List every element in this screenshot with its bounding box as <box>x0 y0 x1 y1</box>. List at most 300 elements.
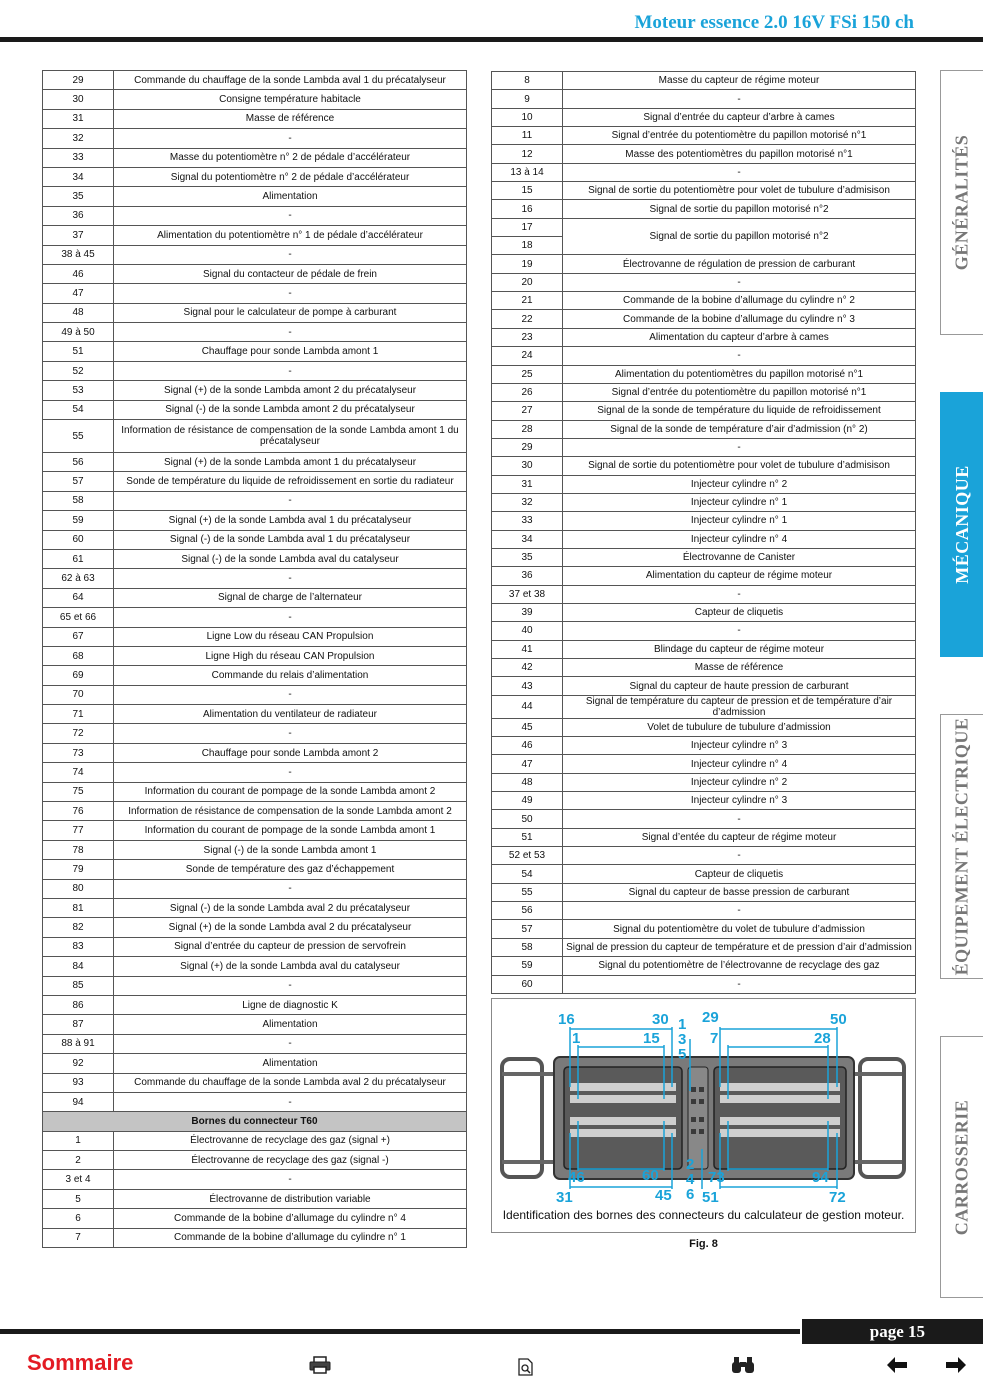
pin-description: Alimentation <box>114 1054 467 1073</box>
pin-number: 82 <box>43 918 114 937</box>
pin-number: 93 <box>43 1073 114 1092</box>
pin-label: 2 <box>686 1156 695 1173</box>
pin-number: 58 <box>492 938 563 956</box>
table-row <box>43 569 467 588</box>
table-row <box>43 361 467 380</box>
pin-description: - <box>563 90 916 108</box>
table-row <box>492 975 916 993</box>
pin-number: 39 <box>492 603 563 621</box>
pin-description: Injecteur cylindre n° 3 <box>563 792 916 810</box>
pin-number: 54 <box>43 400 114 419</box>
pin-label: 1 <box>572 1030 581 1047</box>
pin-number: 68 <box>43 646 114 665</box>
pin-description: Commande de la bobine d’allumage du cylindre n° 3 <box>563 310 916 328</box>
pin-number: 37 <box>43 226 114 245</box>
pin-number: 12 <box>492 145 563 163</box>
table-row <box>43 646 467 665</box>
table-row <box>43 724 467 743</box>
pin-number: 57 <box>492 920 563 938</box>
table-row <box>43 284 467 303</box>
pin-description: Signal d’entrée du potentiomètre du papillon motorisé n°1 <box>563 127 916 145</box>
pin-label: 1 <box>678 1016 687 1033</box>
table-row <box>43 381 467 400</box>
table-row <box>43 627 467 646</box>
pin-number: 33 <box>43 148 114 167</box>
pin-description: Commande du chauffage de la sonde Lambda aval 1 du précatalyseur <box>114 71 467 90</box>
table-row <box>492 938 916 956</box>
pin-label: 94 <box>812 1169 829 1186</box>
pin-number: 74 <box>43 763 114 782</box>
pin-description: Masse du potentiomètre n° 2 de pédale d’accélérateur <box>114 148 467 167</box>
pin-description: Signal d’entrée du potentiomètre du papillon motorisé n°1 <box>563 383 916 401</box>
table-row <box>43 90 467 109</box>
table-row <box>43 1015 467 1034</box>
table-row <box>43 245 467 264</box>
table-row <box>492 530 916 548</box>
pin-description: Sonde de température du liquide de refroidissement en sortie du radiateur <box>114 472 467 491</box>
table-row <box>492 920 916 938</box>
footer-rule <box>0 1329 800 1334</box>
pin-description: Signal (-) de la sonde Lambda aval 1 du précatalyseur <box>114 530 467 549</box>
pin-number: 78 <box>43 840 114 859</box>
sommaire-link[interactable]: Sommaire <box>27 1350 134 1375</box>
pin-description: Alimentation <box>114 187 467 206</box>
pin-number: 48 <box>43 303 114 322</box>
table-row <box>492 792 916 810</box>
pin-description: - <box>114 206 467 225</box>
table-row <box>43 937 467 956</box>
tab-generalites[interactable] <box>940 70 983 335</box>
pin-description: - <box>114 1170 467 1189</box>
pin-number: 45 <box>492 718 563 736</box>
pin-number: 50 <box>492 810 563 828</box>
pin-number: 47 <box>492 755 563 773</box>
table-row <box>492 718 916 736</box>
pin-number: 47 <box>43 284 114 303</box>
table-row <box>43 705 467 724</box>
pin-description: Signal de charge de l’alternateur <box>114 588 467 607</box>
pin-description: Masse du capteur de régime moteur <box>563 72 916 90</box>
table-row <box>43 109 467 128</box>
pin-number: 8 <box>492 72 563 90</box>
pin-description: Capteur de cliquetis <box>563 603 916 621</box>
table-row <box>492 218 916 236</box>
table-row <box>43 167 467 186</box>
pin-number: 77 <box>43 821 114 840</box>
pin-number: 43 <box>492 677 563 695</box>
table-row <box>43 303 467 322</box>
pin-description: Injecteur cylindre n° 4 <box>563 530 916 548</box>
pin-number: 55 <box>43 420 114 453</box>
pin-label: 50 <box>830 1011 847 1028</box>
pin-description: - <box>114 245 467 264</box>
pin-number: 60 <box>492 975 563 993</box>
pin-description: Signal (+) de la sonde Lambda aval 2 du précatalyseur <box>114 918 467 937</box>
table-row <box>492 622 916 640</box>
pin-number: 86 <box>43 995 114 1014</box>
pin-number: 30 <box>492 457 563 475</box>
table-row <box>492 383 916 401</box>
pin-description: Signal de pression du capteur de température et de pression d’air d’admission <box>563 938 916 956</box>
pin-number: 24 <box>492 347 563 365</box>
pin-label: 29 <box>702 1009 719 1026</box>
pin-description: Signal d’entrée du capteur de pression de servofrein <box>114 937 467 956</box>
table-row <box>492 347 916 365</box>
pin-description: - <box>563 902 916 920</box>
pin-description: Alimentation du capteur de régime moteur <box>563 567 916 585</box>
pin-label: 5 <box>678 1046 687 1063</box>
pin-number: 13 à 14 <box>492 163 563 181</box>
table-row <box>43 1131 467 1150</box>
pin-description: Ligne de diagnostic K <box>114 995 467 1014</box>
table-row <box>492 755 916 773</box>
pin-number: 56 <box>43 453 114 472</box>
pin-description: - <box>563 347 916 365</box>
pin-description: Information du courant de pompage de la sonde Lambda amont 2 <box>114 782 467 801</box>
pin-number: 20 <box>492 273 563 291</box>
tab-label: MÉCANIQUE <box>951 465 972 584</box>
table-row <box>43 840 467 859</box>
pin-number: 15 <box>492 182 563 200</box>
pin-description: Signal (+) de la sonde Lambda aval du catalyseur <box>114 957 467 976</box>
pin-number: 18 <box>492 237 563 255</box>
pin-number: 53 <box>43 381 114 400</box>
pin-label: 72 <box>829 1189 846 1204</box>
pin-description: Injecteur cylindre n° 4 <box>563 755 916 773</box>
pin-description: Signal d’entée du capteur de régime moteur <box>563 828 916 846</box>
pin-number: 34 <box>43 167 114 186</box>
pin-label: 3 <box>678 1031 687 1048</box>
pin-label: 73 <box>708 1169 725 1186</box>
pin-description: Électrovanne de recyclage des gaz (signal +) <box>114 1131 467 1150</box>
pin-description: - <box>563 975 916 993</box>
table-row <box>492 957 916 975</box>
pin-number: 29 <box>492 438 563 456</box>
table-row <box>492 292 916 310</box>
pin-description: Signal (+) de la sonde Lambda aval 1 du précatalyseur <box>114 511 467 530</box>
table-row <box>492 737 916 755</box>
table-row <box>43 1151 467 1170</box>
pin-number: 75 <box>43 782 114 801</box>
table-row <box>492 273 916 291</box>
pin-number: 17 <box>492 218 563 236</box>
pin-number: 70 <box>43 685 114 704</box>
pin-description: Signal de sortie du potentiomètre pour volet de tubulure d’admisison <box>563 457 916 475</box>
pin-label: 15 <box>643 1030 660 1047</box>
pin-description: - <box>114 976 467 995</box>
table-row <box>43 342 467 361</box>
pin-description: Signal de la sonde de température d’air d’admission (n° 2) <box>563 420 916 438</box>
table-row <box>43 782 467 801</box>
table-row <box>492 828 916 846</box>
pin-label: 31 <box>556 1189 573 1204</box>
pin-number: 67 <box>43 627 114 646</box>
table-row <box>43 420 467 453</box>
tab-mecanique[interactable] <box>940 392 983 657</box>
pin-description: - <box>114 323 467 342</box>
pin-number: 32 <box>492 493 563 511</box>
pin-description: Commande du relais d’alimentation <box>114 666 467 685</box>
pin-number: 59 <box>492 957 563 975</box>
pin-number: 80 <box>43 879 114 898</box>
pin-number: 59 <box>43 511 114 530</box>
table-row <box>492 677 916 695</box>
table-row <box>43 860 467 879</box>
table-row <box>43 763 467 782</box>
pin-number: 51 <box>492 828 563 846</box>
pin-description: Consigne température habitacle <box>114 90 467 109</box>
tab-carrosserie[interactable] <box>940 1036 983 1298</box>
pin-number: 65 et 66 <box>43 608 114 627</box>
table-row <box>43 1054 467 1073</box>
pin-description: Signal (-) de la sonde Lambda amont 1 <box>114 840 467 859</box>
pin-number: 55 <box>492 883 563 901</box>
pin-description: Commande de la bobine d’allumage du cylindre n° 1 <box>114 1228 467 1247</box>
table-row <box>492 310 916 328</box>
table-row <box>43 472 467 491</box>
pin-description: Ligne Low du réseau CAN Propulsion <box>114 627 467 646</box>
pin-description: - <box>114 685 467 704</box>
pin-description: Masse des potentiomètres du papillon motorisé n°1 <box>563 145 916 163</box>
pin-label: 6 <box>686 1186 695 1203</box>
pin-description: Information du courant de pompage de la sonde Lambda amont 1 <box>114 821 467 840</box>
pin-description: - <box>563 585 916 603</box>
pin-number: 84 <box>43 957 114 976</box>
pin-description: Information de résistance de compensation de la sonde Lambda amont 1 du précatalyseur <box>114 420 467 453</box>
table-row <box>492 475 916 493</box>
pin-number: 40 <box>492 622 563 640</box>
pin-description: - <box>114 361 467 380</box>
table-row <box>43 187 467 206</box>
pin-description: Signal pour le calculateur de pompe à carburant <box>114 303 467 322</box>
pin-number: 88 à 91 <box>43 1034 114 1053</box>
pin-description: Signal de sortie du papillon motorisé n°2 <box>563 218 916 255</box>
pin-number: 73 <box>43 743 114 762</box>
table-row <box>43 1189 467 1208</box>
pin-number: 94 <box>43 1092 114 1111</box>
table-row <box>43 453 467 472</box>
pin-description: Signal de sortie du potentiomètre pour volet de tubulure d’admisison <box>563 182 916 200</box>
pin-description: Information de résistance de compensation de la sonde Lambda amont 2 <box>114 802 467 821</box>
arrow-left-icon[interactable] <box>887 1357 907 1373</box>
pin-label: 30 <box>652 1011 669 1028</box>
table-row <box>492 659 916 677</box>
table-row <box>43 898 467 917</box>
pin-label: 51 <box>702 1189 719 1204</box>
pin-number: 46 <box>43 264 114 283</box>
pin-number: 2 <box>43 1151 114 1170</box>
table-row <box>492 585 916 603</box>
pin-number: 35 <box>492 548 563 566</box>
table-row <box>43 323 467 342</box>
table-row <box>43 71 467 90</box>
pin-label: 45 <box>655 1187 672 1204</box>
table-row <box>492 695 916 718</box>
pin-number: 64 <box>43 588 114 607</box>
pin-description: Signal du potentiomètre du volet de tubulure d’admission <box>563 920 916 938</box>
pin-description: - <box>114 724 467 743</box>
pin-description: - <box>114 1092 467 1111</box>
pin-label: 16 <box>558 1011 575 1028</box>
pin-description: Signal du capteur de haute pression de carburant <box>563 677 916 695</box>
pin-description: Signal (-) de la sonde Lambda amont 2 du précatalyseur <box>114 400 467 419</box>
pin-number: 49 à 50 <box>43 323 114 342</box>
pin-number: 16 <box>492 200 563 218</box>
pin-number: 35 <box>43 187 114 206</box>
table-row <box>43 1034 467 1053</box>
tab-label: ÉQUIPEMENT ÉLECTRIQUE <box>951 717 972 976</box>
pin-description: Signal de sortie du papillon motorisé n°2 <box>563 200 916 218</box>
pin-description: - <box>114 284 467 303</box>
pin-description: Signal (-) de la sonde Lambda aval du catalyseur <box>114 549 467 568</box>
pin-table-left <box>42 70 467 1248</box>
pin-number: 62 à 63 <box>43 569 114 588</box>
pin-number: 52 <box>43 361 114 380</box>
pin-number: 48 <box>492 773 563 791</box>
pin-number: 72 <box>43 724 114 743</box>
pin-number: 32 <box>43 129 114 148</box>
pin-table-right <box>491 71 916 994</box>
pin-description: Alimentation du ventilateur de radiateur <box>114 705 467 724</box>
pin-description: Alimentation du potentiomètres du papillon motorisé n°1 <box>563 365 916 383</box>
pin-description: Signal de température du capteur de pression et de température d’air d’admission <box>563 695 916 718</box>
pin-description: Électrovanne de distribution variable <box>114 1189 467 1208</box>
pin-number: 46 <box>492 737 563 755</box>
pin-description: Signal du contacteur de pédale de frein <box>114 264 467 283</box>
table-row <box>43 1170 467 1189</box>
pin-number: 1 <box>43 1131 114 1150</box>
pin-description: Signal du capteur de basse pression de carburant <box>563 883 916 901</box>
tab-equipement-electrique[interactable] <box>940 714 983 979</box>
pin-description: Injecteur cylindre n° 1 <box>563 512 916 530</box>
table-row <box>492 438 916 456</box>
table-row <box>492 883 916 901</box>
table-row <box>492 457 916 475</box>
table-row <box>43 995 467 1014</box>
pin-number: 10 <box>492 108 563 126</box>
table-row <box>492 72 916 90</box>
table-row <box>43 976 467 995</box>
pin-number: 3 et 4 <box>43 1170 114 1189</box>
pin-number: 61 <box>43 549 114 568</box>
pin-number: 52 et 53 <box>492 847 563 865</box>
table-row <box>492 493 916 511</box>
pin-number: 7 <box>43 1228 114 1247</box>
table-row <box>43 129 467 148</box>
table-row <box>43 918 467 937</box>
pin-description: Signal du potentiomètre n° 2 de pédale d’accélérateur <box>114 167 467 186</box>
pin-number: 9 <box>492 90 563 108</box>
pin-description: Chauffage pour sonde Lambda amont 1 <box>114 342 467 361</box>
table-row <box>43 666 467 685</box>
pin-description: Alimentation <box>114 1015 467 1034</box>
pin-description: - <box>114 608 467 627</box>
pin-number: 69 <box>43 666 114 685</box>
table-row <box>492 640 916 658</box>
table-row <box>492 548 916 566</box>
pin-description: Signal (-) de la sonde Lambda aval 2 du précatalyseur <box>114 898 467 917</box>
pin-number: 36 <box>43 206 114 225</box>
pin-number: 42 <box>492 659 563 677</box>
pin-description: Blindage du capteur de régime moteur <box>563 640 916 658</box>
table-row <box>492 108 916 126</box>
zoom-page-icon[interactable] <box>518 1358 534 1376</box>
pin-description: Capteur de cliquetis <box>563 865 916 883</box>
pin-number: 49 <box>492 792 563 810</box>
table-row <box>43 802 467 821</box>
connector-figure <box>491 998 916 1233</box>
table-row <box>43 148 467 167</box>
table-row <box>492 402 916 420</box>
pin-number: 19 <box>492 255 563 273</box>
pin-number: 76 <box>43 802 114 821</box>
table-row <box>43 530 467 549</box>
table-row <box>492 200 916 218</box>
pin-number: 85 <box>43 976 114 995</box>
arrow-right-icon[interactable] <box>946 1357 966 1373</box>
table-row <box>43 491 467 510</box>
pin-description: Électrovanne de recyclage des gaz (signal -) <box>114 1151 467 1170</box>
pin-number: 26 <box>492 383 563 401</box>
table-row <box>492 365 916 383</box>
pin-number: 11 <box>492 127 563 145</box>
table-row <box>492 567 916 585</box>
pin-number: 56 <box>492 902 563 920</box>
pin-description: - <box>114 879 467 898</box>
pin-number: 81 <box>43 898 114 917</box>
pin-number: 51 <box>43 342 114 361</box>
tab-label: CARROSSERIE <box>951 1099 972 1235</box>
pin-number: 23 <box>492 328 563 346</box>
pin-description: - <box>563 810 916 828</box>
table-row <box>43 1092 467 1111</box>
pin-description: Alimentation du capteur d’arbre à cames <box>563 328 916 346</box>
table-row <box>492 603 916 621</box>
pin-label: 7 <box>710 1030 719 1047</box>
pin-number: 31 <box>492 475 563 493</box>
table-row <box>492 810 916 828</box>
pin-description: - <box>563 273 916 291</box>
table-row <box>43 957 467 976</box>
pin-description: - <box>114 129 467 148</box>
pin-description: Signal (+) de la sonde Lambda amont 1 du précatalyseur <box>114 453 467 472</box>
table-row <box>492 182 916 200</box>
table-row <box>492 902 916 920</box>
printer-icon[interactable] <box>309 1356 331 1374</box>
pin-number: 25 <box>492 365 563 383</box>
table-row <box>492 127 916 145</box>
pin-description: Sonde de température des gaz d’échappement <box>114 860 467 879</box>
header-rule <box>0 37 983 42</box>
pin-description: - <box>563 622 916 640</box>
table-row <box>43 264 467 283</box>
pin-description: Électrovanne de Canister <box>563 548 916 566</box>
table-row <box>43 588 467 607</box>
pin-description: Commande de la bobine d’allumage du cylindre n° 4 <box>114 1209 467 1228</box>
table-row <box>492 512 916 530</box>
pin-number: 54 <box>492 865 563 883</box>
binoculars-icon[interactable] <box>731 1356 755 1374</box>
pin-number: 44 <box>492 695 563 718</box>
pin-number: 34 <box>492 530 563 548</box>
pin-number: 33 <box>492 512 563 530</box>
pin-number: 28 <box>492 420 563 438</box>
table-row <box>492 865 916 883</box>
pin-number: 30 <box>43 90 114 109</box>
pin-description: Chauffage pour sonde Lambda amont 2 <box>114 743 467 762</box>
table-row <box>492 255 916 273</box>
pin-description: Signal du potentiomètre de l’électrovanne de recyclage des gaz <box>563 957 916 975</box>
